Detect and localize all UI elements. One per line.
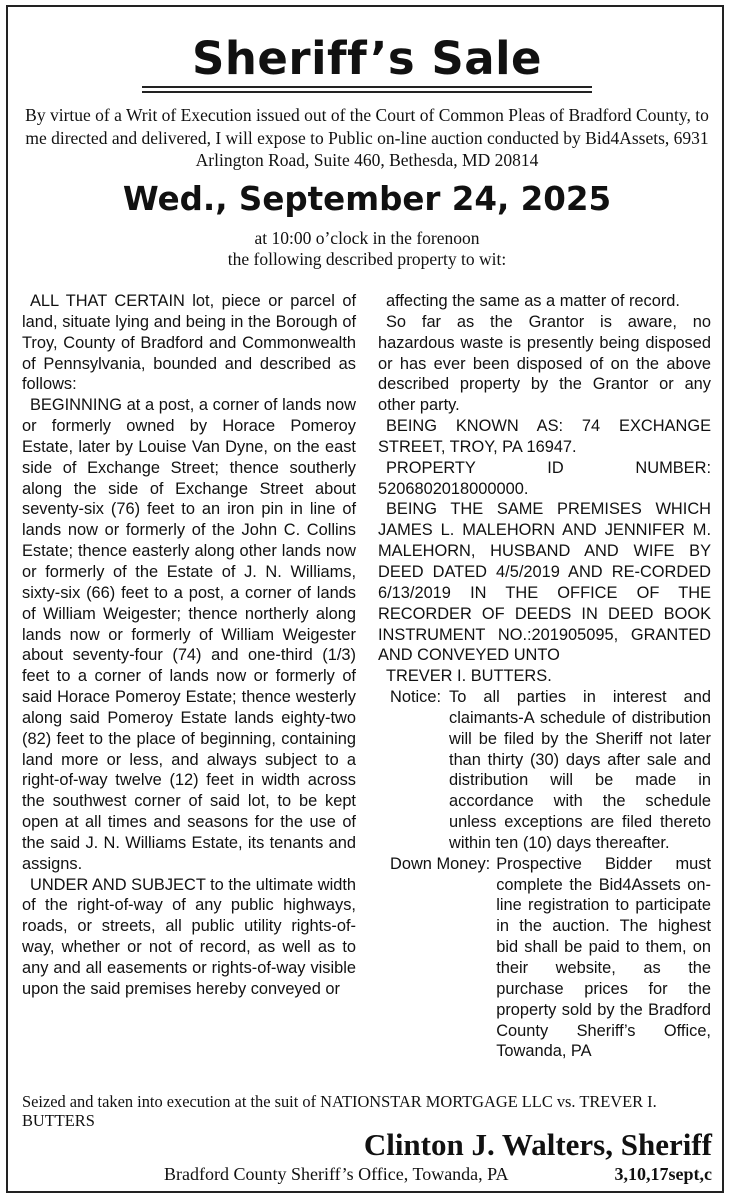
seized-statement: Seized and taken into execution at the suit of NATIONSTAR MORTGAGE LLC vs. TREVER I. BUTTERS xyxy=(22,1092,657,1130)
title-rule-bottom xyxy=(142,91,592,93)
property-intro-line: the following described property to wit: xyxy=(227,249,507,269)
title-rule-top xyxy=(142,86,592,88)
sale-time xyxy=(0,228,734,270)
property-paragraph: ALL THAT CERTAIN lot, piece or parcel of land, situate lying and being in the Borough of Troy, County of Bradford and Commonwealth of Pennsylvania, bounded and described as follows: xyxy=(22,292,356,394)
notice-text: To all parties in interest and claimants-A schedule of distribution will be filed by the Sheriff not later than thirty (30) days after sale and distribution will be made in accordance with the schedule unless exceptions are filed thereto within ten (10) days thereafter. xyxy=(449,688,711,852)
sheriff-signature: Clinton J. Walters, Sheriff xyxy=(363,1127,712,1162)
sale-date: Wed., September 24, 2025 xyxy=(122,180,612,218)
page-title: Sheriff’s Sale xyxy=(191,32,543,85)
property-paragraph: So far as the Grantor is aware, no hazardous waste is presently being disposed or has ever been disposed of on the above described property by the Grantor or any other party. xyxy=(378,312,711,415)
down-money-label: Down Money: xyxy=(390,854,491,873)
notice-block xyxy=(378,687,711,854)
property-paragraph: UNDER AND SUBJECT to the ultimate width of the right-of-way of any public highways, roads, or streets, all public utility rights-of-way, whether or not of record, as well as to any and all easements or rights-of-way visible upon the said premises hereby conveyed or xyxy=(22,875,356,998)
down-money-block xyxy=(378,854,711,1062)
sale-time-line: at 10:00 o’clock in the forenoon xyxy=(254,228,480,248)
property-paragraph: BEING THE SAME PREMISES WHICH JAMES L. MALEHORN AND JENNIFER M. MALEHORN, HUSBAND AND WIFE BY DEED DATED 4/5/2019 AND RE-CORDED 6/13/2019 IN THE OFFICE OF THE RECORDER OF DEEDS IN DEED BOOK INSTRUMENT NO.:201905095, GRANTED AND CONVEYED UNTO xyxy=(378,500,711,665)
left-column xyxy=(22,291,356,1000)
notice-label: Notice: xyxy=(390,688,442,707)
property-paragraph: BEING KNOWN AS: 74 EXCHANGE STREET, TROY, PA 16947. xyxy=(378,417,711,456)
property-paragraph: PROPERTY ID NUMBER: 5206802018000000. xyxy=(378,458,711,498)
right-column xyxy=(378,291,711,1062)
publication-code: 3,10,17sept,c xyxy=(614,1164,712,1184)
property-paragraph: TREVER I. BUTTERS. xyxy=(386,667,552,686)
intro-paragraph: By virtue of a Writ of Execution issued out of the Court of Common Pleas of Bradford County, to me directed and delivered, I will expose to Public on-line auction conducted by Bid4Assets, 6931 Arlington Road, Suite 460, Bethesda, MD 20814 xyxy=(25,105,709,170)
sheriff-office: Bradford County Sheriff’s Office, Towanda, PA xyxy=(164,1164,509,1184)
down-money-text: Prospective Bidder must complete the Bid4Assets on-line registration to participate in the auction. The highest bid shall be paid to them, on their website, as the purchase prices for the property sold by the Bradford County Sheriff’s Office, Towanda, PA xyxy=(496,854,711,1061)
property-paragraph: BEGINNING at a post, a corner of lands now or formerly owned by Horace Pomeroy Estate, later by Louise Van Dyne, on the east side of Exchange Street; thence southerly along the side of Exchange Street about seventy-six (76) feet to an iron pin in line of lands now or formerly of the John C. Collins Estate; thence easterly along other lands now or formerly of the Estate of J. N. Williams, sixty-six (66) feet to a post, a corner of lands of William Weigester; thence northerly along lands now or formerly of William Weigester about seventy-four (74) and one-third (1/3) feet to a corner of lands now or formerly of said Horace Pomeroy Estate; thence westerly along said Pomeroy Estate lands eighty-two (82) feet to the place of beginning, containing land more or less, and always subject to a right-of-way twelve (12) feet in width across the southwest corner of said lot, to be kept open at all times and seasons for the use of the said J. N. Williams Estate, its tenants and assigns. xyxy=(22,396,356,873)
property-paragraph: affecting the same as a matter of record. xyxy=(386,292,680,310)
